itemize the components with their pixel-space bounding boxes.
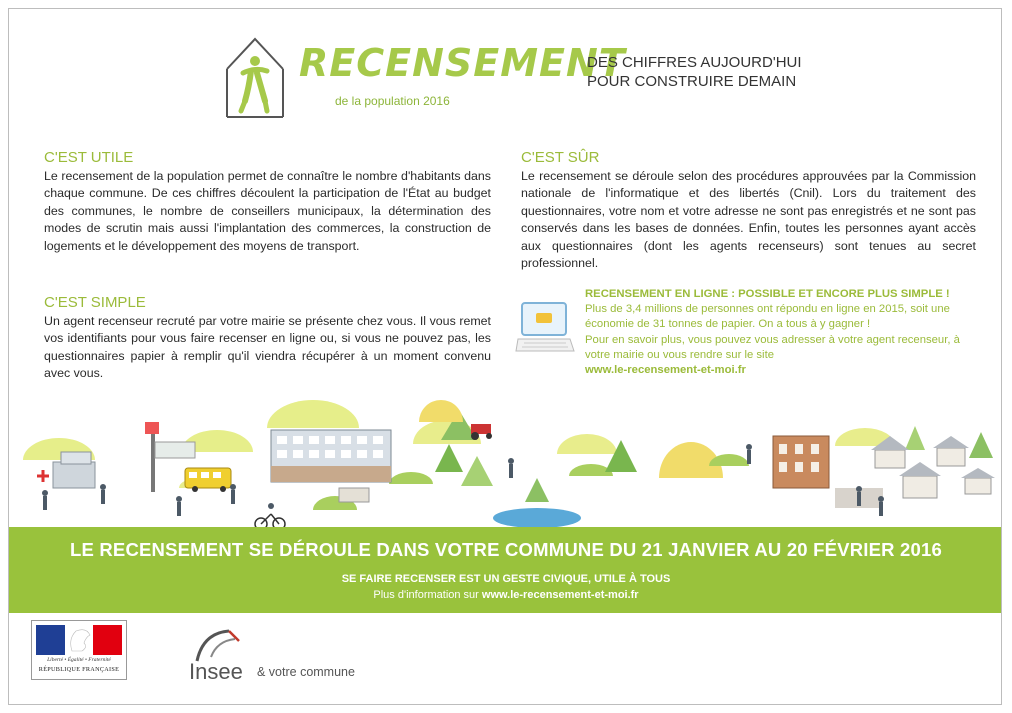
left-buildings — [37, 422, 195, 492]
online-url-link[interactable]: www.le-recensement-et-moi.fr — [585, 364, 746, 377]
house-figure-icon — [221, 31, 293, 123]
marianne-flag-icon — [36, 625, 122, 655]
insee-logo-icon — [193, 627, 243, 663]
banner-more-prefix: Plus d'information sur — [373, 589, 479, 601]
rf-name: RÉPUBLIQUE FRANÇAISE — [38, 666, 120, 673]
tagline-line-1: DES CHIFFRES AUJOURD'HUI — [587, 54, 802, 71]
banner-civic: SE FAIRE RECENSER EST UN GESTE CIVIQUE, UTILE À TOUS — [341, 573, 671, 585]
logo-wordmark: RECENSEMENT — [299, 41, 626, 85]
town-illustration — [9, 392, 1002, 532]
tractor — [471, 424, 492, 440]
section-sur-body: Le recensement se déroule selon des procédures approuvées par la Commission nationale de l'informatique et des libertés (Cnil). Lors du traitement des questionnaires, votre nom et votre adresse ne sont pas enregistrés et ne sont pas conservés dans les bases de données. Enfin, toutes les personnes ayant accès aux questionnaires (dont les agents recenseurs) sont tenues au secret professionnel. — [521, 169, 976, 271]
tagline — [587, 53, 802, 91]
date-banner — [9, 527, 1002, 613]
tagline-line-2: POUR CONSTRUIRE DEMAIN — [587, 73, 797, 90]
online-block — [585, 287, 980, 378]
section-utile-title: C'EST UTILE — [44, 149, 134, 166]
section-simple-title: C'EST SIMPLE — [44, 294, 146, 311]
rf-motto: Liberté • Égalité • Fraternité — [47, 657, 111, 663]
republique-francaise-logo — [31, 620, 127, 680]
banner-more-info — [9, 589, 1002, 601]
city-block — [271, 430, 391, 502]
section-utile — [44, 149, 491, 255]
online-text-2: Pour en savoir plus, vous pouvez vous adresser à votre agent recenseur, à votre mairie ou vous rendre sur le site — [585, 333, 960, 361]
banner-dates: LE RECENSEMENT SE DÉROULE DANS VOTRE COMMUNE DU 21 JANVIER AU 20 FÉVRIER 2016 — [69, 539, 943, 560]
votre-commune-label: & votre commune — [257, 665, 355, 679]
section-sur — [521, 149, 976, 272]
section-simple-body: Un agent recenseur recruté par votre mairie se présente chez vous. Il vous remet vos identifiants pour vous faire recenser en ligne ou, si vous ne pouvez pas, les questionnaires papier à remplir qu'il viendra récupérer à un moment convenu avec vous. — [44, 314, 491, 381]
cyclist — [255, 503, 285, 530]
section-simple — [44, 294, 491, 383]
laptop-icon — [514, 299, 576, 357]
yellow-bus — [185, 468, 231, 492]
section-utile-body: Le recensement de la population permet de connaître le nombre d'habitants dans chaque commune. De ces chiffres découlent la participation de l'État au budget des communes, le nombre de conseillers municipaux, la détermination des modes de scrutin mais aussi l'implantation des commerces, la construction de logements et le développement des moyens de transport. — [44, 169, 491, 253]
section-sur-title: C'EST SÛR — [521, 149, 600, 166]
banner-url-link[interactable]: www.le-recensement-et-moi.fr — [481, 589, 639, 601]
flyer-page — [8, 8, 1002, 705]
brick-building — [773, 436, 883, 508]
online-title: RECENSEMENT EN LIGNE : POSSIBLE ET ENCORE PLUS SIMPLE ! — [585, 288, 950, 300]
logo-subtitle: de la population 2016 — [335, 94, 450, 108]
recensement-logo — [221, 31, 626, 131]
online-text-1: Plus de 3,4 millions de personnes ont répondu en ligne en 2015, soit une économie de 31 tonnes de papier. On a tous à y gagner ! — [585, 303, 950, 331]
insee-wordmark: Insee — [189, 659, 243, 684]
